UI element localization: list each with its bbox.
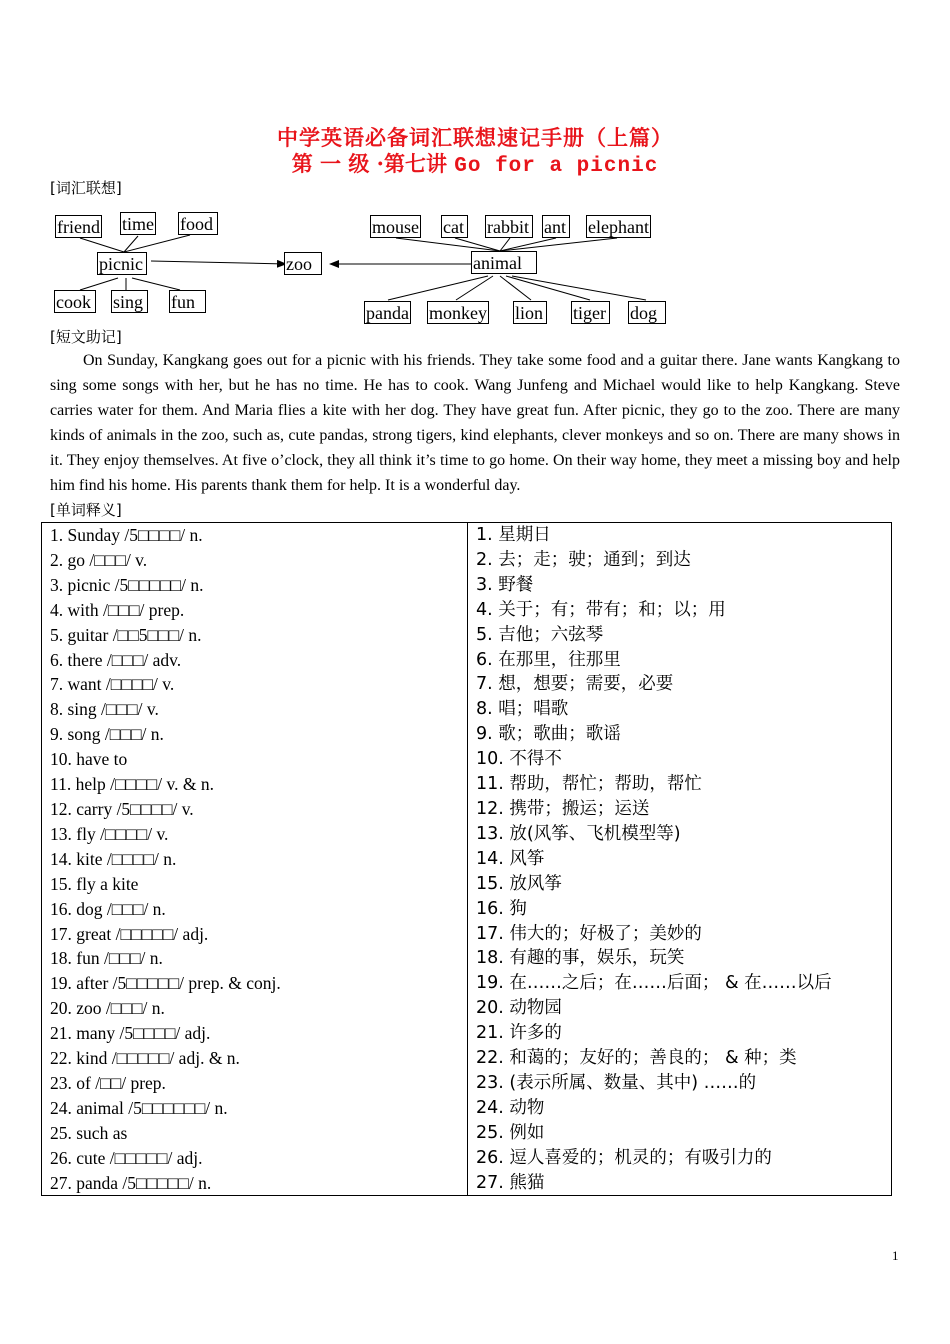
vocab-entry: 17. great /□□□□□/ adj. [50, 923, 209, 944]
vocab-meaning: 17. 伟大的；好极了；美妙的 [476, 923, 702, 944]
vocab-entry: 9. song /□□□/ n. [50, 724, 164, 745]
vocab-entry: 21. many /5□□□□/ adj. [50, 1023, 211, 1044]
vocab-meaning: 16. 狗 [476, 898, 527, 919]
word-box-rabbit: rabbit [485, 215, 533, 238]
document-title: 中学英语必备词汇联想速记手册（上篇） [277, 125, 673, 150]
page-number: 1 [892, 1248, 899, 1263]
vocab-meaning: 5. 吉他；六弦琴 [476, 624, 604, 645]
vocab-entry: 8. sing /□□□/ v. [50, 699, 159, 720]
vocab-meaning: 4. 关于；有；带有；和；以；用 [476, 599, 726, 620]
word-box-food: food [178, 212, 218, 235]
word-box-animal: animal [471, 251, 537, 274]
vocab-meaning: 21. 许多的 [476, 1023, 562, 1044]
vocab-meaning: 14. 风筝 [476, 848, 545, 869]
vocab-entry: 10. have to [50, 749, 128, 770]
word-box-dog: dog [628, 301, 666, 324]
vocab-entry: 15. fly a kite [50, 873, 139, 894]
lesson-title [0, 148, 950, 178]
vocab-meaning: 27. 熊猫 [476, 1172, 545, 1193]
vocab-meaning: 22. 和蔼的；友好的；善良的； & 种；类 [476, 1048, 797, 1069]
word-box-lion: lion [513, 301, 547, 324]
vocab-meaning: 8. 唱；唱歌 [476, 699, 569, 720]
lesson-level: 第 一 级 ·第七讲 [291, 151, 447, 176]
vocab-meaning: 11. 帮助，帮忙；帮助，帮忙 [476, 774, 702, 795]
vocab-word-column [42, 523, 468, 1196]
word-box-panda: panda [366, 303, 409, 323]
vocab-entry: 22. kind /□□□□□/ adj. & n. [50, 1048, 240, 1069]
vocab-meaning: 7. 想，想要；需要，必要 [476, 674, 674, 695]
vocab-meaning: 2. 去；走；驶；通到；到达 [476, 549, 691, 570]
word-box-friend: friend [57, 217, 100, 237]
vocab-meaning: 23. (表示所属、数量、其中) ……的 [476, 1072, 757, 1093]
vocab-meaning: 12. 携带；搬运；运送 [476, 798, 650, 819]
vocab-entry: 23. of /□□/ prep. [50, 1072, 166, 1093]
vocab-entry: 4. with /□□□/ prep. [50, 599, 185, 620]
lesson-topic: Go for a picnic [454, 155, 659, 178]
vocab-entry: 7. want /□□□□/ v. [50, 674, 175, 695]
vocab-meaning: 20. 动物园 [476, 998, 562, 1019]
word-box-cook: cook [54, 290, 96, 313]
vocab-meaning: 19. 在……之后；在……后面； & 在……以后 [476, 973, 832, 994]
word-box-elephant: elephant [588, 217, 649, 237]
section-definitions-label: [单词释义] [50, 501, 122, 519]
word-box-tiger: tiger [571, 301, 610, 324]
vocab-meaning: 1. 星期日 [476, 525, 551, 545]
vocab-entry: 27. panda /5□□□□□/ n. [50, 1172, 212, 1193]
vocab-meaning: 26. 逗人喜爱的；机灵的；有吸引力的 [476, 1147, 772, 1168]
word-box-cat: cat [441, 215, 468, 238]
vocab-entry: 26. cute /□□□□□/ adj. [50, 1147, 203, 1168]
vocab-meaning: 24. 动物 [476, 1097, 545, 1118]
word-association-diagram [0, 200, 950, 340]
vocab-entry: 19. after /5□□□□□/ prep. & conj. [50, 973, 281, 994]
vocab-meaning: 18. 有趣的事，娱乐，玩笑 [476, 948, 685, 969]
vocab-meaning: 3. 野餐 [476, 574, 534, 595]
section-passage-label: [短文助记] [50, 328, 122, 346]
vocab-entry: 5. guitar /□□5□□□/ n. [50, 624, 202, 645]
vocab-entry: 1. Sunday /5□□□□/ n. [50, 525, 203, 545]
vocab-entry: 12. carry /5□□□□/ v. [50, 798, 194, 819]
word-box-ant: ant [542, 215, 570, 238]
vocabulary-table [41, 522, 892, 1196]
vocab-meaning: 10. 不得不 [476, 749, 562, 770]
word-box-zoo: zoo [284, 252, 322, 275]
word-box-mouse: mouse [372, 217, 419, 237]
vocab-entry: 25. such as [50, 1122, 128, 1143]
word-box-monkey: monkey [429, 303, 487, 323]
vocab-entry: 6. there /□□□/ adv. [50, 649, 182, 670]
vocab-meaning: 6. 在那里，往那里 [476, 649, 621, 670]
vocab-entry: 11. help /□□□□/ v. & n. [50, 774, 214, 795]
vocab-entry: 24. animal /5□□□□□□/ n. [50, 1097, 228, 1118]
vocab-meaning: 9. 歌；歌曲；歌谣 [476, 724, 621, 745]
vocab-entry: 3. picnic /5□□□□□/ n. [50, 574, 204, 595]
vocab-meaning: 25. 例如 [476, 1122, 545, 1143]
section-association-label: [词汇联想] [50, 179, 122, 197]
word-box-picnic: picnic [97, 252, 147, 275]
word-box-time: time [122, 214, 154, 234]
vocab-entry: 18. fun /□□□/ n. [50, 948, 163, 969]
word-box-sing: sing [111, 290, 148, 313]
vocab-meaning-column [468, 523, 892, 1196]
vocab-entry: 2. go /□□□/ v. [50, 549, 148, 570]
vocab-meaning: 13. 放(风筝、飞机模型等) [476, 823, 681, 844]
vocab-entry: 13. fly /□□□□/ v. [50, 823, 169, 844]
vocab-entry: 20. zoo /□□□/ n. [50, 998, 165, 1019]
vocab-meaning: 15. 放风筝 [476, 873, 562, 894]
vocab-entry: 14. kite /□□□□/ n. [50, 848, 177, 869]
word-box-fun: fun [169, 290, 206, 313]
memory-passage: On Sunday, Kangkang goes out for a picnic with his friends. They take some food and a guitar there. Jane wants Kangkang to sing some songs with her, but he has no time. He has to cook. Wang Junfeng and Michael would like to help Kangkang. Steve carries water for them. And Maria flies a kite with her dog. They have great fun. After picnic, they go to the zoo. There are many kinds of animals in the zoo, such as, cute pandas, strong tigers, kind elephants, clever monkeys and so on. There are many shows in it. They enjoy themselves. At five o’clock, they all think it’s time to go home. On their way home, they meet a missing boy and help him find his home. His parents thank them for help. It is a wonderful day. [50, 352, 900, 494]
vocab-entry: 16. dog /□□□/ n. [50, 898, 166, 919]
